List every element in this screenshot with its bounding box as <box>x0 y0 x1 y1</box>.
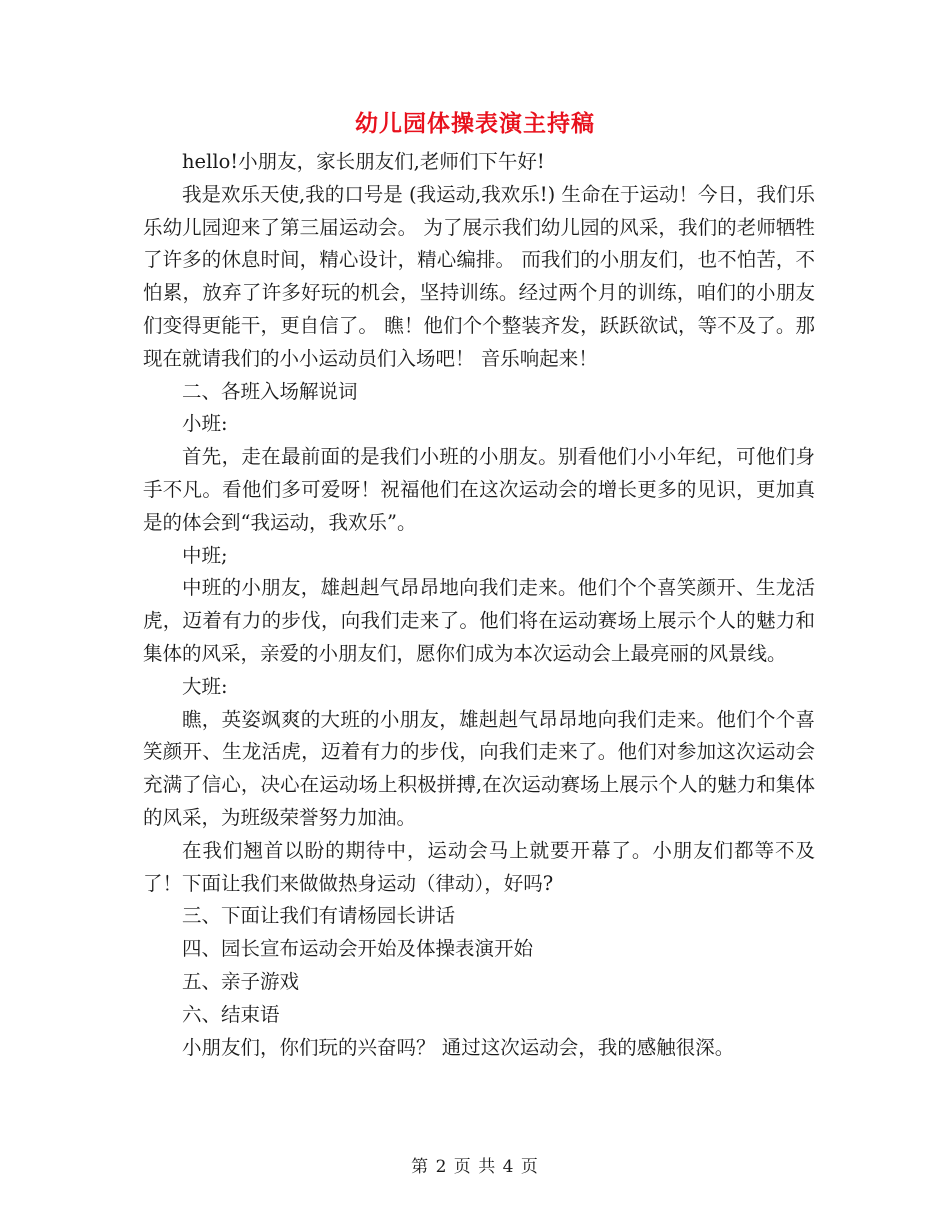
section-heading-principal-speech: 三、下面让我们有请杨园长讲话 <box>182 904 456 928</box>
subheading-small-class: 小班: <box>182 412 228 436</box>
paragraph-opening: 我是欢乐天使,我的口号是 (我运动,我欢乐!) 生命在于运动！今日，我们乐乐幼儿园迎来了第三届运动会。 为了展示我们幼儿园的风采，我们的老师牺牲了许多的休息时间，精心设计，精心编排。 而我们的小朋友们，也不怕苦，不怕累，放弃了许多好玩的机会，坚持训练。经过两个月的训练，咱们的小朋友们变得更能干，更自信了。 瞧！他们个个整装齐发，跃跃欲试，等不及了。那现在就请我们的小小运动员们入场吧！ 音乐响起来！ <box>143 182 815 370</box>
section-heading-parent-child-games: 五、亲子游戏 <box>182 969 300 993</box>
page-number-footer: 第 2 页 共 4 页 <box>411 1157 539 1177</box>
paragraph-small-class: 首先，走在最前面的是我们小班的小朋友。别看他们小小年纪，可他们身手不凡。看他们多可爱呀！祝福他们在这次运动会的增长更多的见识，更加真是的体会到“我运动，我欢乐”。 <box>143 445 815 534</box>
paragraph-middle-class: 中班的小朋友，雄赳赳气昂昂地向我们走来。他们个个喜笑颜开、生龙活虎，迈着有力的步伐，向我们走来了。他们将在运动赛场上展示个人的魅力和集体的风采，亲爱的小朋友们，愿你们成为本次运动会上最亮丽的风景线。 <box>143 576 815 665</box>
paragraph-warmup: 在我们翘首以盼的期待中，运动会马上就要开幕了。小朋友们都等不及了！下面让我们来做做热身运动（律动），好吗? <box>143 838 815 895</box>
section-heading-class-entry: 二、各班入场解说词 <box>182 379 358 403</box>
paragraph-closing: 小朋友们，你们玩的兴奋吗？ 通过这次运动会，我的感触很深。 <box>182 1035 735 1059</box>
subheading-big-class: 大班: <box>182 674 228 698</box>
paragraph-greeting: hello!小朋友，家长朋友们,老师们下午好! <box>182 150 545 173</box>
document-body <box>143 146 815 1064</box>
paragraph-big-class: 瞧，英姿飒爽的大班的小朋友，雄赳赳气昂昂地向我们走来。他们个个喜笑颜开、生龙活虎，迈着有力的步伐，向我们走来了。他们对参加这次运动会充满了信心，决心在运动场上积极拼搏,在次运动赛场上展示个人的魅力和集体的风采，为班级荣誉努力加油。 <box>143 707 815 829</box>
section-heading-closing-remarks: 六、结束语 <box>182 1002 280 1026</box>
section-heading-opening-announcement: 四、园长宣布运动会开始及体操表演开始 <box>182 937 534 961</box>
subheading-middle-class: 中班; <box>182 543 228 567</box>
document-title: 幼儿园体操表演主持稿 <box>355 110 595 137</box>
